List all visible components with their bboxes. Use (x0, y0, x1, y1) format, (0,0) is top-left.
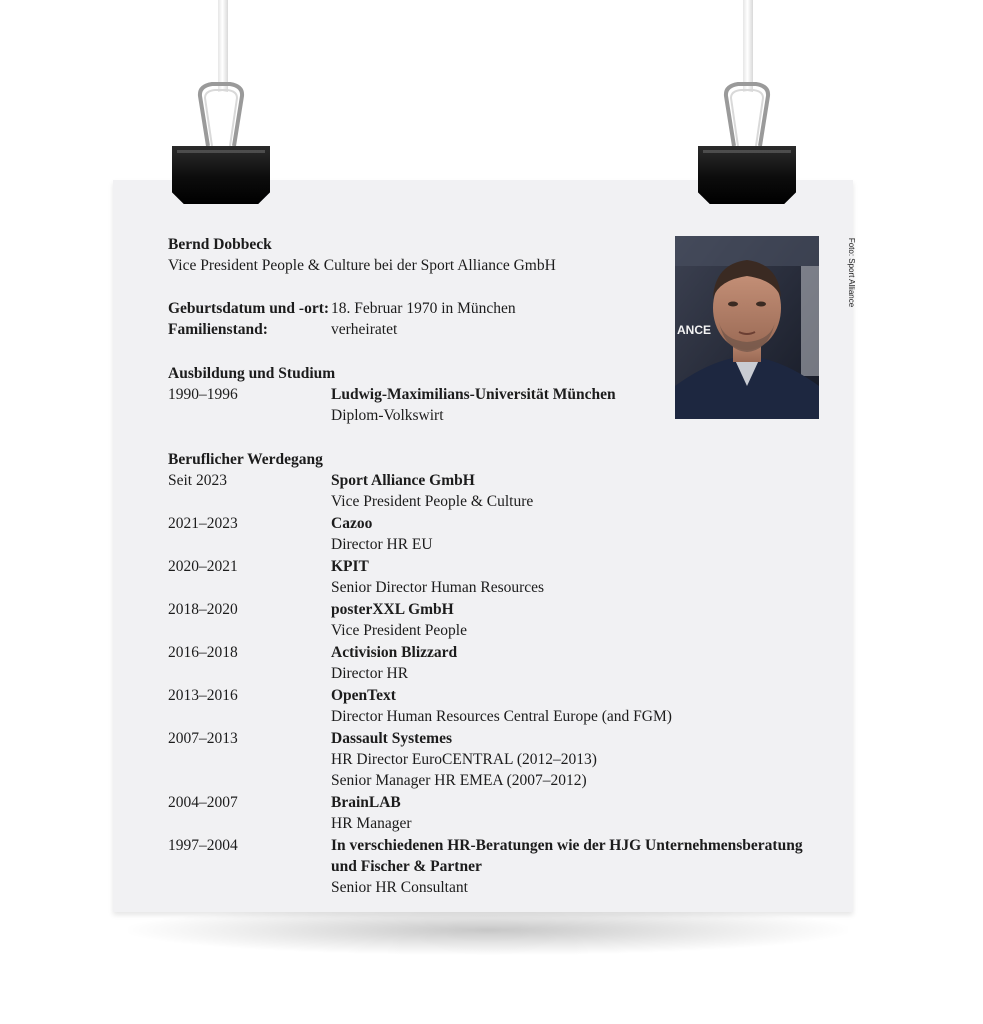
binder-clip-left-icon (172, 78, 270, 204)
career-role: HR Manager (331, 815, 412, 832)
career-role: Vice President People (331, 622, 467, 639)
career-period: 2013–2016 (168, 687, 238, 704)
birth-label: Geburtsdatum und -ort: (168, 300, 330, 317)
education-institution: Ludwig-Maximilians-Universität München (331, 386, 616, 403)
career-company: Activision Blizzard (331, 644, 458, 661)
career-role: Senior Manager HR EMEA (2007–2012) (331, 772, 587, 789)
photo-credit: Foto: Sport Alliance (847, 237, 857, 308)
education-heading: Ausbildung und Studium (168, 365, 336, 382)
career-company: OpenText (331, 687, 396, 704)
person-name: Bernd Dobbeck (168, 236, 272, 253)
binder-clip-right-icon (698, 78, 796, 204)
career-role: Director HR EU (331, 536, 433, 553)
family-label: Familienstand: (168, 321, 268, 338)
career-company: und Fischer & Partner (331, 858, 482, 875)
career-period: Seit 2023 (168, 472, 227, 489)
career-period: 2018–2020 (168, 601, 238, 618)
career-company: posterXXL GmbH (331, 601, 454, 618)
career-period: 1997–2004 (168, 837, 238, 854)
career-period: 2016–2018 (168, 644, 238, 661)
career-role: HR Director EuroCENTRAL (2012–2013) (331, 751, 597, 768)
career-period: 2007–2013 (168, 730, 238, 747)
career-period: 2004–2007 (168, 794, 238, 811)
career-company: In verschiedenen HR-Beratungen wie der HJG Unternehmensberatung (331, 837, 803, 854)
person-position: Vice President People & Culture bei der Sport Alliance GmbH (168, 257, 556, 274)
career-period: 2021–2023 (168, 515, 238, 532)
career-company: BrainLAB (331, 794, 401, 811)
career-company: Sport Alliance GmbH (331, 472, 475, 489)
photo-sign-text: ANCE (677, 323, 712, 337)
career-heading: Beruflicher Werdegang (168, 451, 323, 468)
education-period: 1990–1996 (168, 386, 238, 403)
education-degree: Diplom-Volkswirt (331, 407, 444, 424)
career-role: Vice President People & Culture (331, 493, 534, 510)
career-company: KPIT (331, 558, 369, 575)
paper-shadow (128, 905, 848, 955)
portrait-photo (675, 236, 819, 419)
birth-value: 18. Februar 1970 in München (331, 300, 516, 317)
career-company: Dassault Systemes (331, 730, 452, 747)
career-role: Director HR (331, 665, 409, 682)
career-role: Senior Director Human Resources (331, 579, 545, 596)
career-role: Director Human Resources Central Europe (and FGM) (331, 708, 672, 725)
family-value: verheiratet (331, 321, 398, 338)
career-role: Senior HR Consultant (331, 879, 468, 896)
career-period: 2020–2021 (168, 558, 238, 575)
career-company: Cazoo (331, 515, 373, 532)
